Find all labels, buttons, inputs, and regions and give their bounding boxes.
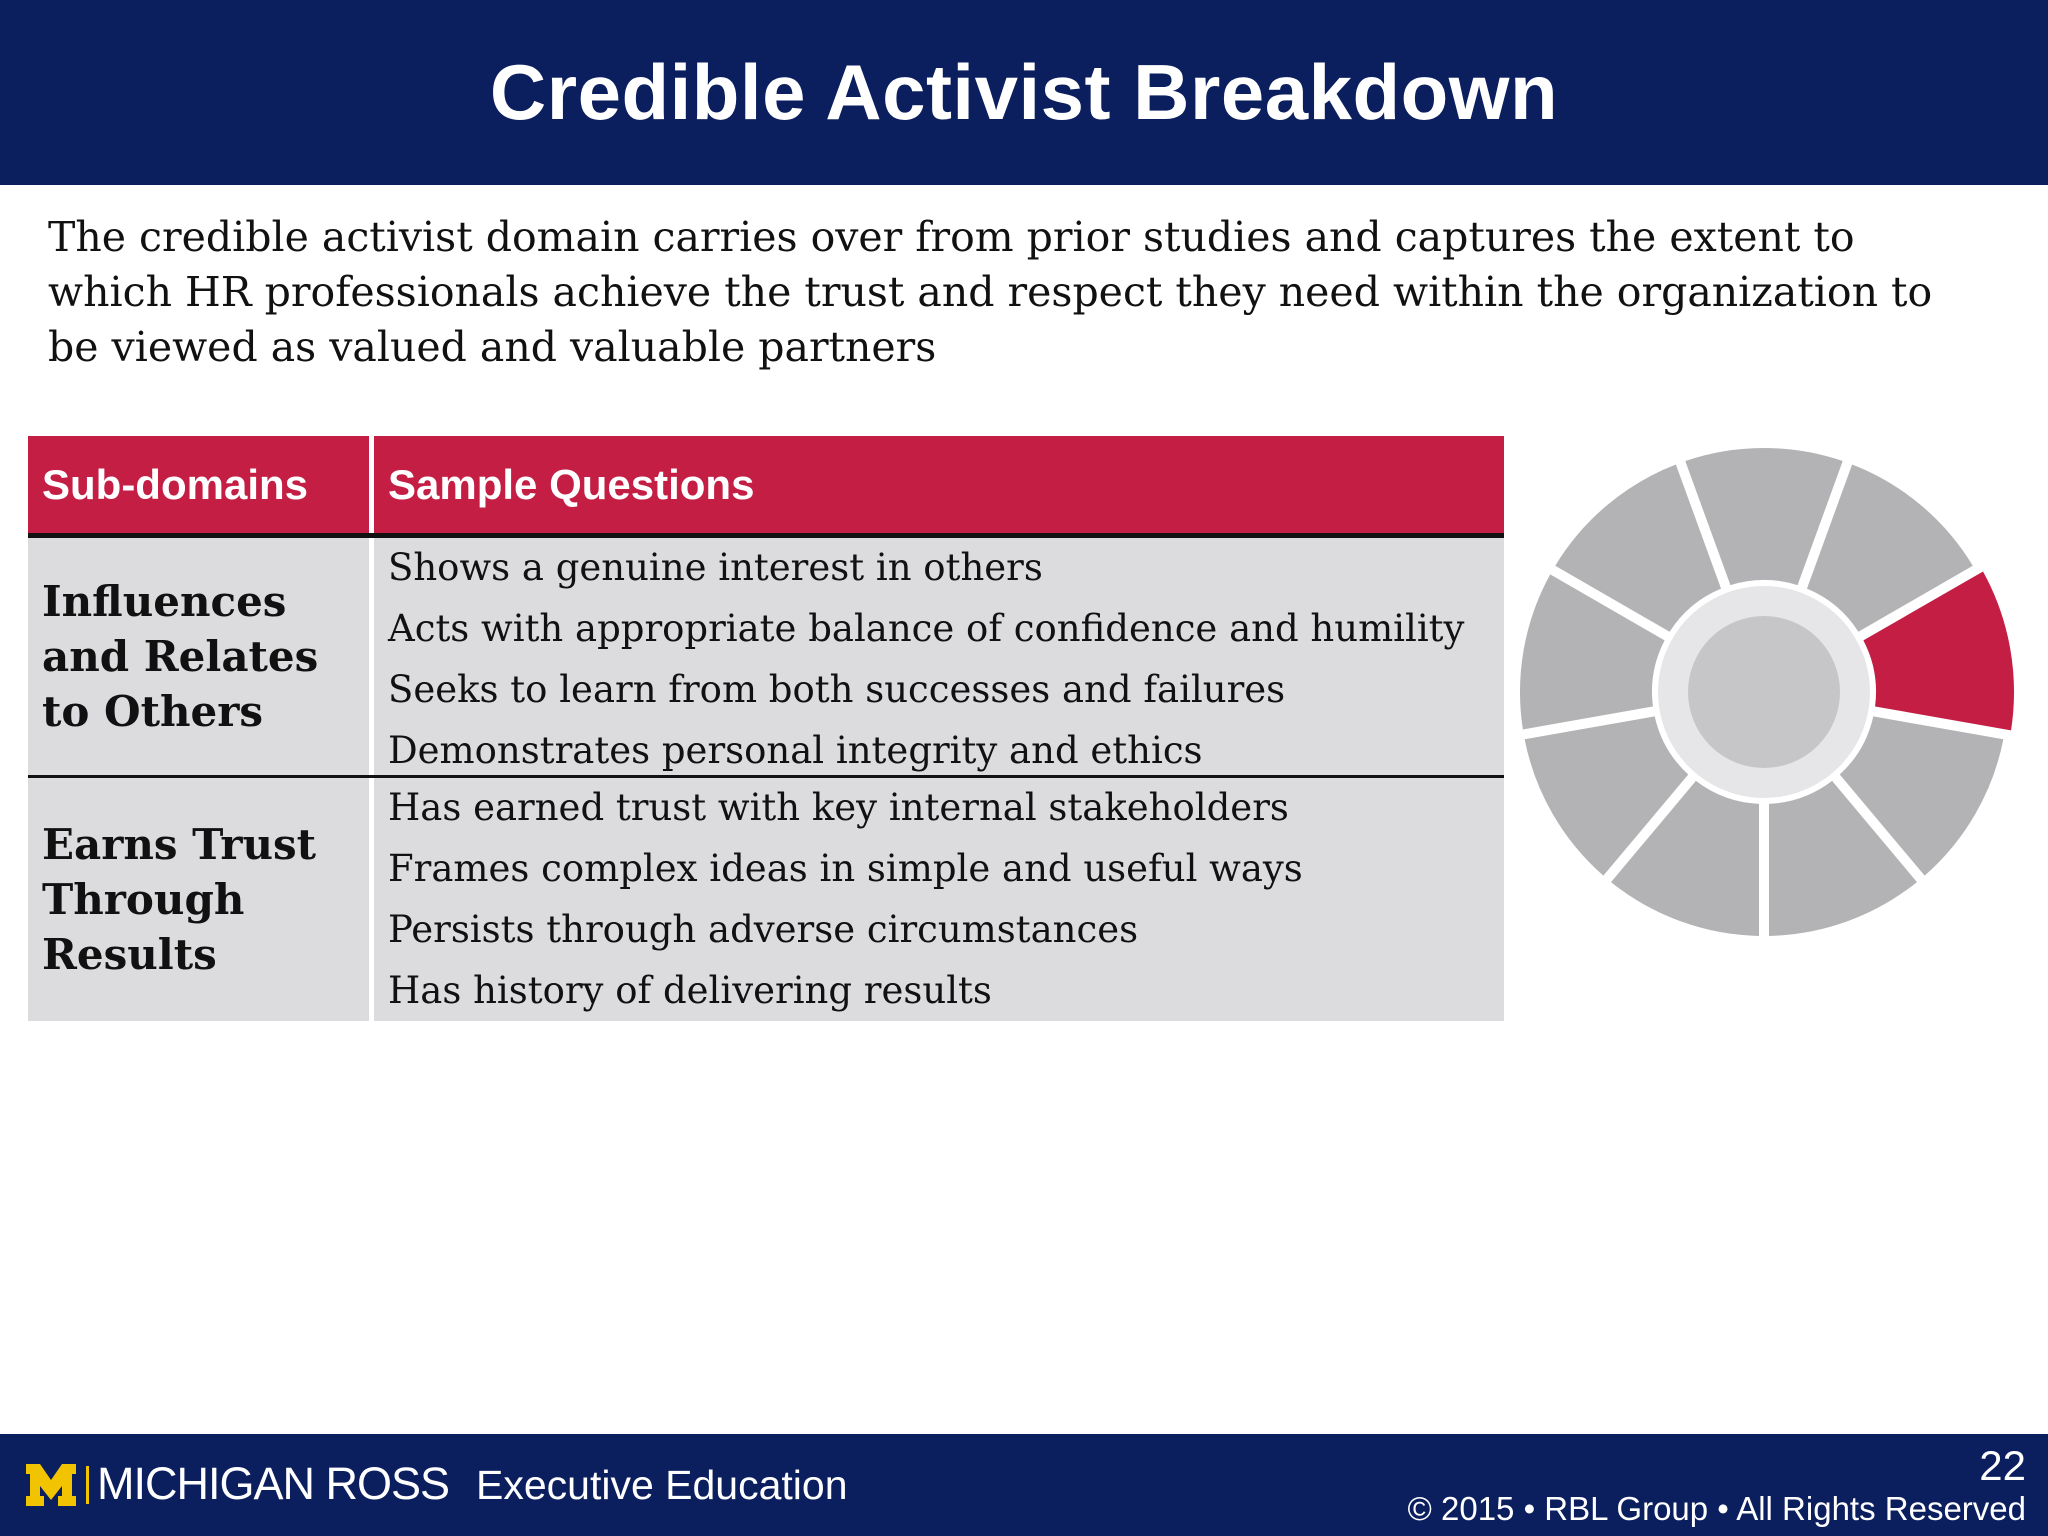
- intro-paragraph: The credible activist domain carries over from prior studies and captures the extent to which HR professionals achieve the trust and respect they need within the organization to be viewed as valued and valuable partners: [48, 213, 1933, 371]
- subdomain-table: [28, 436, 1504, 1021]
- question-item: Acts with appropriate balance of confidence and humility: [388, 607, 1465, 650]
- michigan-block-m-logo: [26, 1464, 76, 1506]
- question-list: [374, 538, 1504, 775]
- question-item: Frames complex ideas in simple and useful ways: [388, 847, 1303, 890]
- program-label: Executive Education: [476, 1462, 848, 1508]
- subdomain-name: [28, 778, 374, 1021]
- question-item: Has history of delivering results: [388, 969, 992, 1012]
- competency-wheel: [1512, 440, 2016, 944]
- question-item: Demonstrates personal integrity and ethics: [388, 729, 1203, 772]
- footer-bar: [0, 1434, 2048, 1536]
- subdomain-label: Influences and Relates to Others: [42, 577, 319, 736]
- table-row: [28, 778, 1504, 1021]
- table-row: [28, 538, 1504, 778]
- title-bar: [0, 0, 2048, 185]
- copyright-notice: © 2015 • RBL Group • All Rights Reserved: [1407, 1490, 2026, 1527]
- subdomain-label: Earns Trust Through Results: [42, 820, 317, 979]
- page-number: 22: [1979, 1442, 2026, 1489]
- column-header-subdomains: Sub-domains: [28, 436, 374, 533]
- question-item: Shows a genuine interest in others: [388, 546, 1043, 589]
- question-list: [374, 778, 1504, 1021]
- question-item: Seeks to learn from both successes and failures: [388, 668, 1286, 711]
- page-title: Credible Activist Breakdown: [489, 48, 1559, 136]
- wheel-center: [1688, 616, 1840, 768]
- logo-divider: [86, 1466, 89, 1504]
- column-header-sample-questions: Sample Questions: [388, 460, 755, 508]
- table-header: [28, 436, 1504, 538]
- logo-text: MICHIGAN ROSS: [97, 1458, 450, 1509]
- subdomain-name: [28, 538, 374, 775]
- question-item: Persists through adverse circumstances: [388, 908, 1139, 951]
- question-item: Has earned trust with key internal stakeholders: [388, 786, 1289, 829]
